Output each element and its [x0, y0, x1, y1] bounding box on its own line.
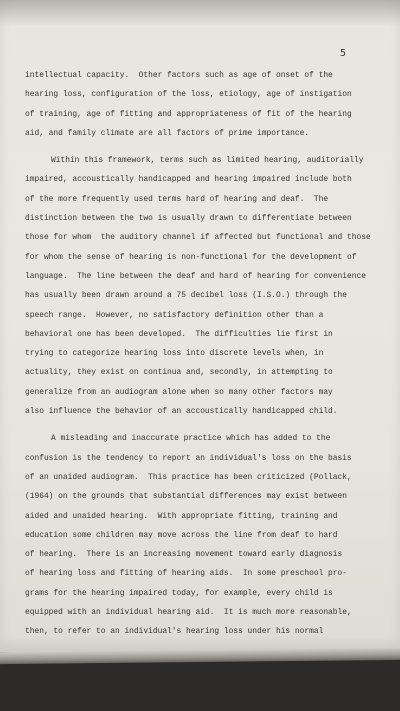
- text-line: of the more frequently used terms hard of hearing and deaf. The: [25, 194, 329, 204]
- paragraph-gap: [25, 421, 370, 429]
- text-line: behavioral one has been developed. The difficulties lie first in: [25, 329, 333, 339]
- text-line: for whom the sense of hearing is non-functional for the development of: [25, 252, 357, 262]
- text-line: hearing loss, configuration of the loss, etiology, age of instigation: [25, 90, 352, 100]
- text-line: Within this framework, terms such as limited hearing, auditorially: [51, 156, 364, 166]
- paragraph: [25, 151, 370, 421]
- paragraph: [25, 66, 370, 143]
- paragraph-gap: [25, 143, 370, 151]
- text-line: A misleading and inaccurate practice which has added to the: [51, 434, 331, 444]
- body-text: [25, 66, 370, 642]
- text-line: equipped with an individual hearing aid. It is much more reasonable,: [25, 608, 352, 618]
- text-line: (1964) on the grounds that substantial differences may exist between: [25, 492, 347, 502]
- text-line: speech range. However, no satisfactory definition other than a: [25, 310, 324, 320]
- text-line: has usually been drawn around a 75 decibel loss (I.S.O.) through the: [25, 291, 347, 301]
- text-line: distinction between the two is usually drawn to differentiate between: [25, 214, 352, 224]
- text-line: of an unaided audiogram. This practice has been criticized (Pollack,: [25, 472, 352, 482]
- text-line: actuality, they exist on continua and, secondly, in attempting to: [25, 368, 333, 378]
- text-line: of hearing loss and fitting of hearing aids. In some preschool pro-: [25, 569, 347, 579]
- text-line: education some children may move across the line from deaf to hard: [25, 530, 338, 540]
- text-line: intellectual capacity. Other factors such as age of onset of the: [25, 71, 333, 80]
- paragraph: [25, 429, 370, 641]
- text-line: aided and unaided hearing. With appropriate fitting, training and: [25, 511, 338, 521]
- text-line: those for whom the auditory channel if affected but functional and those: [25, 233, 371, 243]
- text-line: then, to refer to an individual's hearing loss under his normal: [25, 627, 324, 637]
- text-line: impaired, accoustically handicapped and hearing impaired include both: [25, 175, 352, 185]
- text-line: trying to categorize hearing loss into discrete levels when, in: [25, 349, 324, 359]
- text-line: aid, and family climate are all factors of prime importance.: [25, 128, 310, 138]
- text-line: confusion is the tendency to report an individual's loss on the basis: [25, 453, 352, 463]
- text-line: generalize from an audiogram alone when so many other factors may: [25, 387, 333, 397]
- text-line: of training, age of fitting and appropriateness of fit of the hearing: [25, 109, 352, 119]
- text-line: also influence the behavior of an accoustically handicapped child.: [25, 407, 338, 417]
- text-line: of hearing. There is an increasing movement toward early diagnosis: [25, 550, 343, 560]
- text-line: language. The line between the deaf and hard of hearing for convenience: [25, 271, 366, 281]
- text-line: grams for the hearing impaired today, for example, every child is: [25, 588, 333, 598]
- page-number: 5: [340, 48, 347, 59]
- page-top-shadow: [0, 0, 400, 26]
